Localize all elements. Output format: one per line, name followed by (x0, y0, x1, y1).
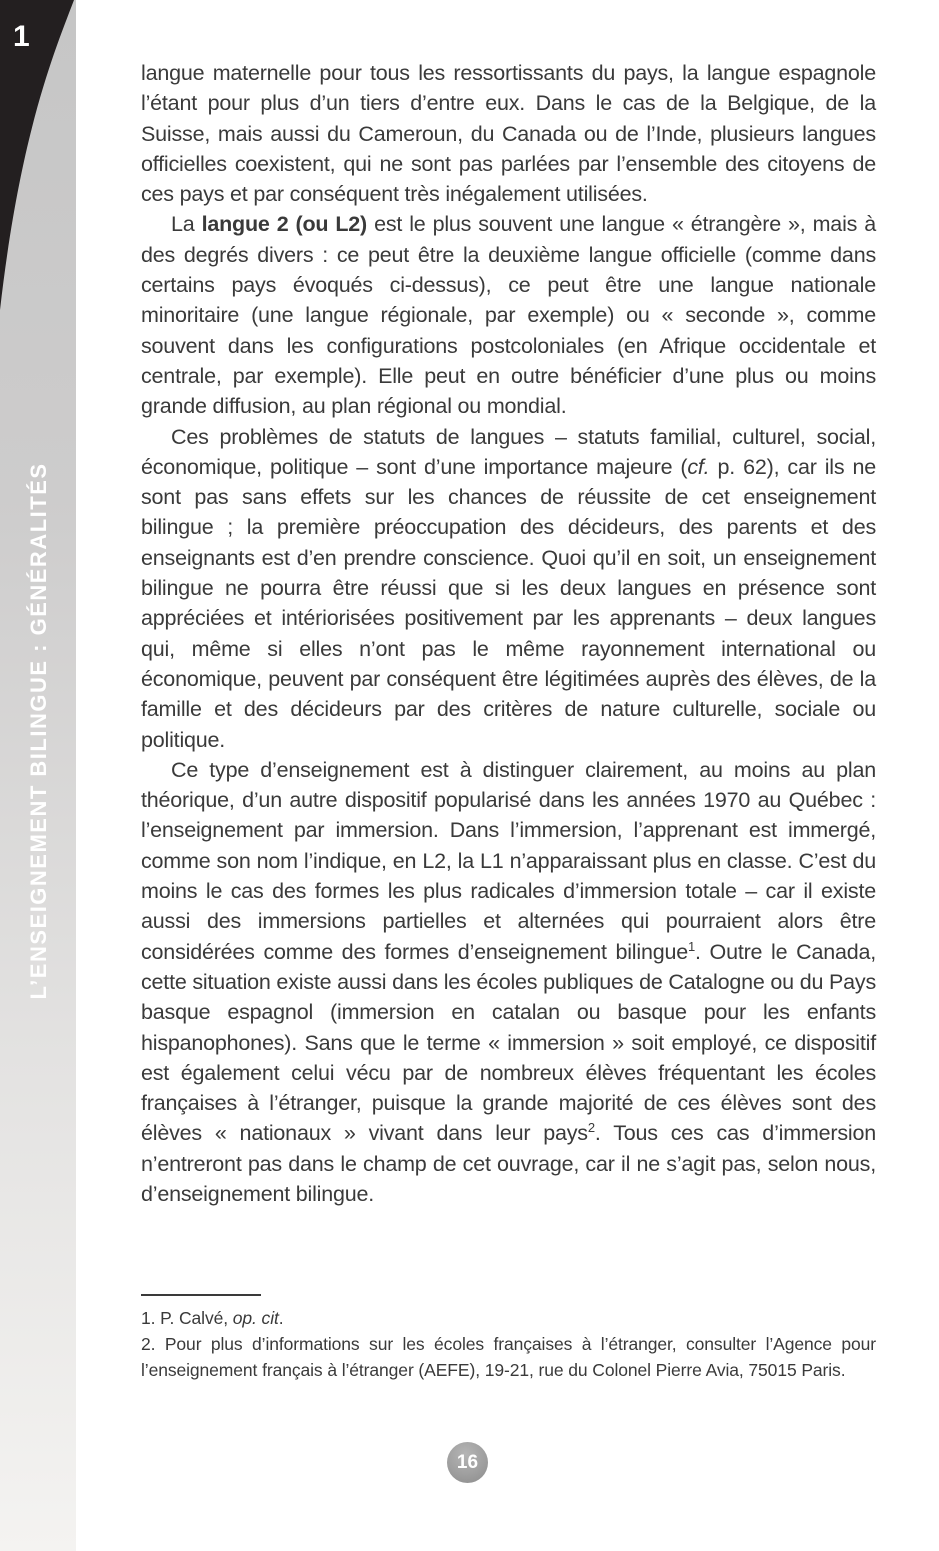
page-number: 16 (456, 1451, 479, 1473)
sidebar-chapter-title: L’ENSEIGNEMENT BILINGUE : GÉNÉRALITÉS (26, 462, 51, 1000)
footnote-item: 1. P. Calvé, op. cit. (141, 1308, 284, 1328)
body-text (141, 58, 876, 1209)
paragraph: La langue 2 (ou L2) est le plus souvent une langue « étrangère », mais à des degrés divers : ce peut être la deuxième langue officielle (comme dans certains pays évoqués ci-dessus), ce peut être une langue nationale minoritaire (une langue régionale, par exemple) ou « seconde », comme souvent dans les configurations postcoloniales (en Afrique occidentale et centrale, par exemple). Elle peut en outre bénéficier d’une plus ou moins grande diffusion, au plan régional ou mondial. (141, 212, 876, 419)
footnote-list (141, 1305, 876, 1383)
paragraph: langue maternelle pour tous les ressortissants du pays, la langue espagnole l’étant pour plus d’un tiers d’entre eux. Dans le cas de la Belgique, de la Suisse, mais aussi du Cameroun, du Canada ou de l’Inde, plusieurs langues officielles coexistent, qui ne sont pas parlées par l’ensemble des citoyens de ces pays et par conséquent très inégalement utilisées. (141, 61, 876, 207)
chapter-corner-swoosh (0, 0, 76, 400)
chapter-number: 1 (13, 20, 30, 53)
footnote-separator (141, 1294, 261, 1296)
footnote-item: 2. Pour plus d’informations sur les écoles françaises à l’étranger, consulter l’Agence pour l’enseignement français à l’étranger (AEFE), 19-21, rue du Colonel Pierre Avia, 75015 Paris. (141, 1334, 876, 1380)
chapter-sidebar (0, 0, 76, 1551)
paragraph: Ce type d’enseignement est à distinguer clairement, au moins au plan théorique, d’un autre dispositif popularisé dans les années 1970 au Québec : l’enseignement par immersion. Dans l’immersion, l’apprenant est immergé, comme son nom l’indique, en L2, la L1 n’apparaissant plus en classe. C’est du moins le cas des formes les plus radicales d’immersion totale – car il existe aussi des immersions partielles et alternées qui pourraient alors être considérées comme des formes d’enseignement bilingue$^1$. Outre le Canada, cette situation existe aussi dans les écoles publiques de Catalogne ou du Pays basque espagnol (immersion en catalan ou basque pour les enfants hispanophones). Sans que le terme « immersion » soit employé, ce dispositif est également celui vécu par de nombreux élèves fréquentant les écoles françaises à l’étranger, puisque la grande majorité de ces élèves sont des élèves « nationaux » vivant dans leur pays$^2$. Tous ces cas d’immersion n’entreront pas dans le champ de cet ouvrage, car il ne s’agit pas, selon nous, d’enseignement bilingue. (141, 757, 877, 1206)
page-number-badge (447, 1442, 488, 1483)
paragraph: Ces problèmes de statuts de langues – statuts familial, culturel, social, économique, politique – sont d’une importance majeure (cf. p. 62), car ils ne sont pas sans effets sur les chances de réussite de cet enseignement bilingue ; la première préoccupation des décideurs, des parents et des enseignants est d’en prendre conscience. Quoi qu’il en soit, un enseignement bilingue ne pourra être réussi que si les deux langues en présence sont appréciées et intériorisées positivement par les apprenants – deux langues qui, même si elles n’ont pas le même rayonnement international ou économique, peuvent par conséquent être légitimées auprès des élèves, de la famille et des décideurs par des critères de nature culturelle, sociale ou politique. (141, 424, 876, 752)
footnotes (141, 1294, 876, 1383)
